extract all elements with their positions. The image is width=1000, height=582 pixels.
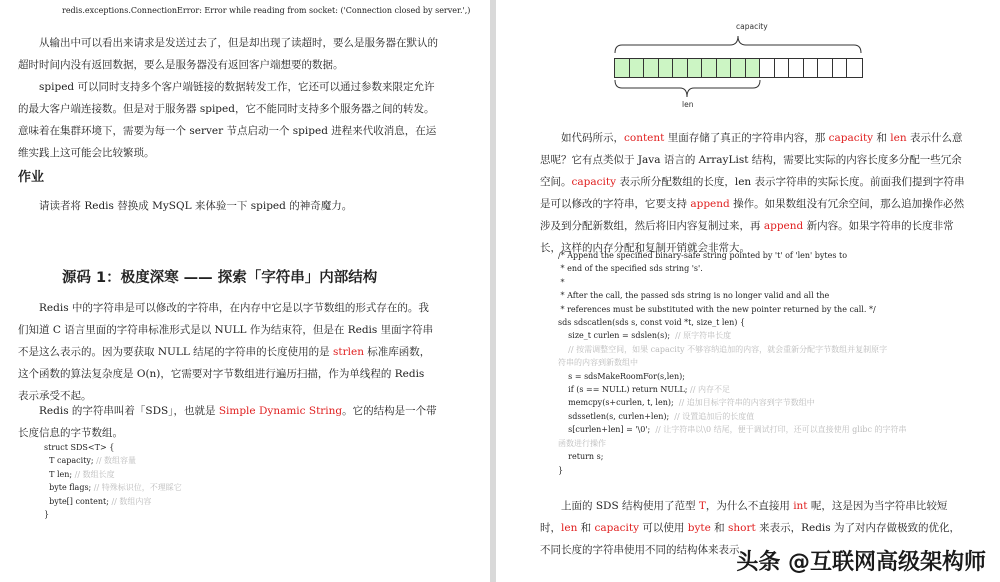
code-comment: // 原字符串长度	[670, 331, 732, 341]
struct-sds-code-block	[44, 441, 182, 521]
used-byte-cell	[702, 59, 717, 77]
highlight-keyword: capacity	[828, 132, 874, 144]
free-byte-cell	[760, 59, 775, 77]
error-output-line: redis.exceptions.ConnectionError: Error while reading from socket: ('Connection closed by server.',)	[62, 6, 471, 15]
code-comment: // 特殊标识位，不理睬它	[91, 483, 182, 493]
c-code-line: return s;	[558, 452, 604, 462]
c-code-line: /* Append the specified binary-safe string pointed by 't' of 'len' bytes to	[558, 251, 848, 260]
highlight-keyword: append	[690, 198, 730, 210]
watermark: 头条 @互联网高级架构师	[736, 550, 986, 575]
used-byte-cell	[615, 59, 630, 77]
c-code-line: }	[558, 465, 564, 475]
c-code-line: s = sdsMakeRoomFor(s,len);	[558, 371, 685, 381]
highlight-keyword: len	[561, 522, 578, 534]
right-page	[496, 0, 1000, 582]
struct-code-line: }	[44, 510, 50, 520]
highlight-keyword: byte	[687, 522, 711, 534]
chapter-title: 源码 1：极度深寒 —— 探索「字符串」内部结构	[62, 270, 378, 286]
free-byte-cell	[833, 59, 848, 77]
highlight-keyword: int	[793, 500, 808, 512]
highlight-keyword: capacity	[571, 176, 617, 188]
strlen-keyword: strlen	[333, 346, 364, 358]
struct-code-line: struct SDS<T> {	[44, 443, 115, 452]
c-code-line: sdssetlen(s, curlen+len); // 设置追加后的长度值	[558, 411, 755, 421]
heading-homework: 作业	[18, 170, 45, 185]
paragraph-generic-type: 上面的 SDS 结构使用了范型 T，为什么不直接用 int 呢，这是因为当字符串比较短时，len 和 capacity 可以使用 byte 和 short 来表示，Redis 为了对内存做极致的优化，不同长度的字符串使用不同的结构体来表示。	[540, 500, 960, 556]
code-comment: 函数进行操作	[558, 438, 606, 448]
code-comment: // 数组内容	[108, 496, 152, 506]
paragraph-sds-intro: Redis 的字符串叫着「SDS」，也就是 Simple Dynamic String。它的结构是一个带长度信息的字节数组。	[18, 405, 437, 439]
code-comment: // 数组长度	[72, 469, 115, 479]
used-byte-cell	[673, 59, 688, 77]
paragraph-read-timeout: 从输出中可以看出来请求是发送过去了，但是却出现了读超时，要么是服务器在默认的超时时间内没有返回数据，要么是服务器没有返回客户端想要的数据。	[18, 37, 438, 71]
c-code-line: s[curlen+len] = '\0'; // 让字符串以\0 结尾，便于调试打印，还可以直接使用 glibc 的字符串	[558, 425, 907, 435]
left-page	[0, 0, 490, 582]
capacity-brace	[614, 33, 862, 55]
highlight-keyword: short	[728, 522, 756, 534]
c-code-line	[558, 437, 907, 450]
struct-code-line: byte flags; // 特殊标识位，不理睬它	[44, 483, 182, 493]
highlight-keyword: len	[890, 132, 907, 144]
used-byte-cell	[731, 59, 746, 77]
c-code-line: * references must be substituted with the new pointer returned by the call. */	[558, 304, 876, 314]
c-code-line: * end of the specified sds string 's'.	[558, 264, 703, 274]
highlight-keyword: append	[763, 220, 804, 232]
struct-code-line: T capacity; // 数组容量	[44, 456, 137, 466]
used-byte-cell	[746, 59, 761, 77]
sdscatlen-code-block	[558, 249, 907, 477]
paragraph-redis-strings: Redis 中的字符串是可以修改的字符串，在内存中它是以字节数组的形式存在的。我们知道 C 语言里面的字符串标准形式是以 NULL 作为结束符，但是在 Redis 里面字符串不是这么表示的。因为要获取 NULL 结尾的字符串的长度使用的是 strlen 标准库函数，这个函数的算法复杂度是 O(n)，它需要对字节数组进行遍历扫描，作为单线程的 Redis 表示承受不起。	[18, 302, 434, 402]
code-comment: // 设置追加后的长度值	[669, 411, 755, 421]
c-code-line: *	[558, 277, 565, 287]
highlight-keyword: capacity	[594, 522, 640, 534]
highlight-keyword: content	[624, 132, 665, 144]
paragraph-homework: 请读者将 Redis 替换成 MySQL 来体验一下 spiped 的神奇魔力。	[39, 200, 353, 212]
capacity-label: capacity	[736, 22, 768, 31]
used-byte-cell	[717, 59, 732, 77]
c-code-line: if (s == NULL) return NULL; // 内存不足	[558, 385, 730, 395]
c-code-line: memcpy(s+curlen, t, len); // 追加目标字符串的内容到字节数组中	[558, 398, 815, 408]
struct-code-line: byte[] content; // 数组内容	[44, 496, 152, 506]
c-code-line: size_t curlen = sdslen(s); // 原字符串长度	[558, 331, 732, 341]
code-comment: // 让字符串以\0 结尾，便于调试打印，还可以直接使用 glibc 的字符串	[650, 425, 907, 435]
free-byte-cell	[818, 59, 833, 77]
c-code-line: * After the call, the passed sds string is no longer valid and all the	[558, 291, 830, 301]
highlight-keyword: T	[698, 500, 706, 512]
free-byte-cell	[804, 59, 819, 77]
used-byte-cell	[630, 59, 645, 77]
free-byte-cell	[847, 59, 862, 77]
used-byte-cell	[659, 59, 674, 77]
code-comment: // 按需调整空间，如果 capacity 不够容纳追加的内容，就会重新分配字节数组并复制原字	[558, 344, 888, 354]
c-code-line: sds sdscatlen(sds s, const void *t, size_t len) {	[558, 318, 746, 328]
c-code-line	[558, 356, 907, 369]
code-comment: 符串的内容到新数组中	[558, 358, 638, 368]
c-code-line	[558, 343, 907, 356]
free-byte-cell	[775, 59, 790, 77]
paragraph-capacity-len: 如代码所示，content 里面存储了真正的字符串内容，那 capacity 和 len 表示什么意思呢？它有点类似于 Java 语言的 ArrayList 结构，需要比实际的内容长度多分配一些冗余空间。capacity 表示所分配数组的长度，len 表示字符串的实际长度。前面我们提到字符串是可以修改的字符串，它要支持 append 操作。如果数组没有冗余空间，那么追加操作必然涉及到分配新数组，然后将旧内容复制过来，再 append 新内容。如果字符串的长度非常长，这样的内存分配和复制开销就会非常大。	[540, 132, 965, 254]
used-byte-cell	[644, 59, 659, 77]
byte-array-cells	[614, 58, 863, 78]
sds-name-keyword: Simple Dynamic String	[218, 405, 343, 417]
len-label: len	[682, 100, 694, 109]
used-byte-cell	[688, 59, 703, 77]
struct-code-line: T len; // 数组长度	[44, 469, 115, 479]
code-comment: // 数组容量	[93, 456, 137, 466]
len-brace	[614, 78, 762, 100]
paragraph-spiped-clients: spiped 可以同时支持多个客户端链接的数据转发工作，它还可以通过参数来限定允许的最大客户端连接数。但是对于服务器 spiped，它不能同时支持多个服务器之间的转发。意味着在集群环境下，需要为每一个 server 节点启动一个 spiped 进程来代收消息，在运维实践上这可能会比较繁琐。	[18, 81, 437, 159]
code-comment: // 内存不足	[687, 385, 730, 395]
code-comment: // 追加目标字符串的内容到字节数组中	[673, 398, 815, 408]
free-byte-cell	[789, 59, 804, 77]
